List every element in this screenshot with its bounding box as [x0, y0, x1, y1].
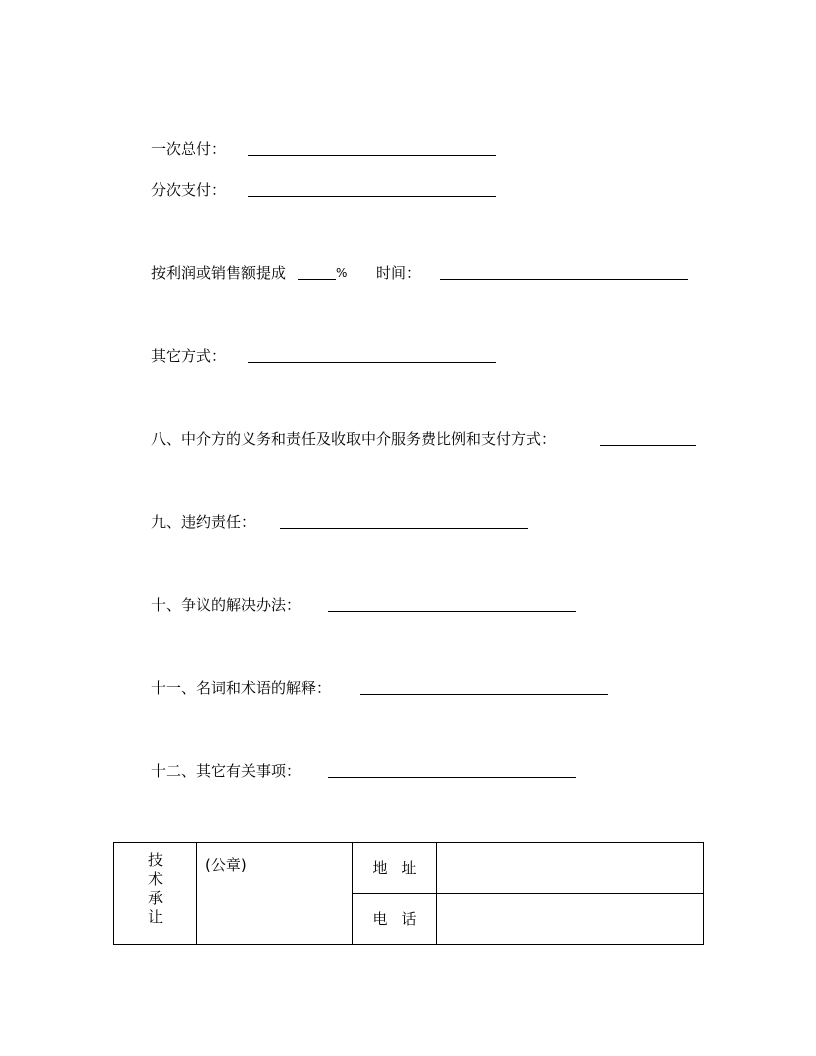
clause-9-heading: 九、违约责任： — [151, 513, 257, 531]
clause-8-row — [151, 428, 556, 450]
phone-label-cell — [353, 894, 437, 945]
other-method-label: 其它方式： — [151, 347, 227, 365]
lump-sum-payment-blank[interactable] — [248, 155, 496, 156]
clause-11-row — [151, 677, 331, 699]
clause-8-blank[interactable] — [600, 445, 696, 446]
address-label: 地址 — [372, 859, 431, 877]
lump-sum-payment-label: 一次总付： — [151, 140, 227, 158]
clause-12-heading: 十二、其它有关事项： — [151, 762, 302, 780]
address-label-cell — [353, 843, 437, 894]
clause-9-blank[interactable] — [280, 528, 528, 529]
address-value-cell[interactable] — [437, 843, 704, 894]
seal-cell[interactable] — [197, 843, 353, 945]
clause-11-heading: 十一、名词和术语的解释： — [151, 679, 332, 697]
time-label: 时间： — [376, 264, 422, 282]
phone-value-cell[interactable] — [437, 894, 704, 945]
installment-payment-row — [151, 179, 226, 201]
clause-11-blank[interactable] — [360, 694, 608, 695]
clause-10-row — [151, 594, 301, 616]
other-method-row — [151, 345, 226, 367]
clause-10-blank[interactable] — [328, 611, 576, 612]
installment-payment-label: 分次支付： — [151, 181, 227, 199]
clause-12-blank[interactable] — [328, 777, 576, 778]
lump-sum-payment-row — [151, 138, 226, 160]
other-method-blank[interactable] — [248, 362, 496, 363]
profit-share-row — [151, 262, 286, 284]
clause-12-row — [151, 760, 301, 782]
phone-label: 电话 — [372, 910, 431, 928]
percent-sign: % — [336, 266, 348, 280]
clause-8-heading: 八、中介方的义务和责任及收取中介服务费比例和支付方式： — [151, 430, 557, 448]
clause-10-heading: 十、争议的解决办法： — [151, 596, 302, 614]
time-blank[interactable] — [440, 279, 688, 280]
profit-share-percent-blank[interactable] — [298, 279, 336, 280]
clause-9-row — [151, 511, 256, 533]
installment-payment-blank[interactable] — [248, 196, 496, 197]
seal-note: (公章) — [205, 856, 247, 874]
party-label-cell — [114, 843, 197, 945]
party-label: 技术承让 — [148, 851, 164, 926]
signature-table — [113, 842, 704, 945]
profit-share-label: 按利润或销售额提成 — [151, 264, 287, 282]
